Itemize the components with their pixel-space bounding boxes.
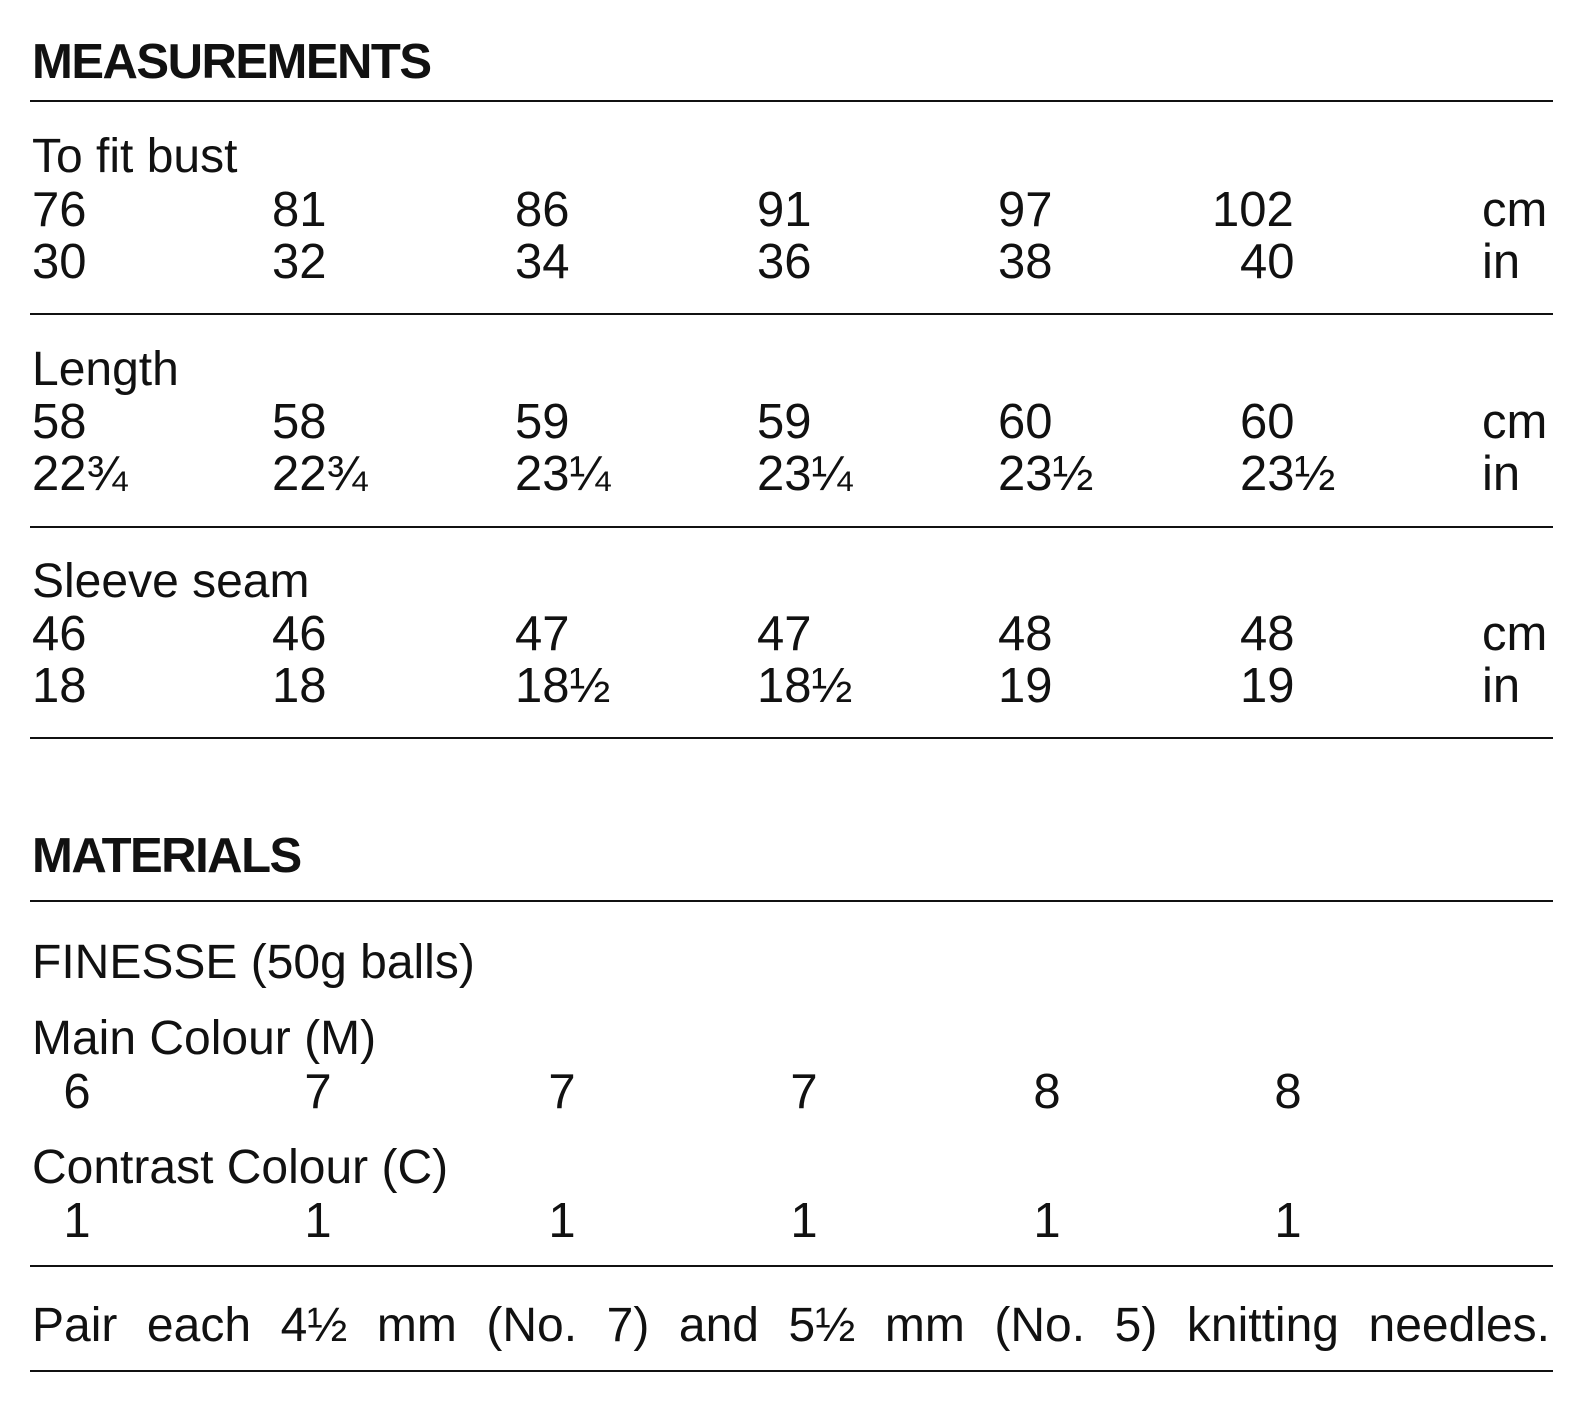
sleeve-cm-row	[0, 607, 1577, 666]
bust-cm-size-6: 102	[1212, 183, 1294, 237]
main-colour-balls-row	[0, 1065, 1577, 1124]
sleeve-in-size-6: 19	[1240, 659, 1295, 713]
bust-cm-size-5: 97	[998, 183, 1053, 237]
contrast-colour-balls-size-6: 1	[1274, 1194, 1302, 1248]
materials-heading: MATERIALS	[32, 829, 301, 883]
contrast-colour-balls-size-3: 1	[548, 1194, 576, 1248]
length-cm-size-2: 58	[272, 395, 327, 449]
yarn-label: FINESSE (50g balls)	[32, 936, 475, 989]
bust-cm-size-3: 86	[515, 183, 570, 237]
bust-cm-row	[0, 183, 1577, 242]
divider	[30, 1265, 1553, 1267]
bust-in-size-1: 30	[32, 235, 87, 289]
bust-in-unit: in	[1482, 235, 1521, 289]
bust-in-size-5: 38	[998, 235, 1053, 289]
sleeve-cm-size-2: 46	[272, 607, 327, 661]
main-colour-balls-size-4: 7	[790, 1065, 818, 1119]
measurements-heading: MEASUREMENTS	[32, 35, 431, 89]
main-colour-balls-size-2: 7	[304, 1065, 332, 1119]
bust-cm-size-1: 76	[32, 183, 87, 237]
bust-in-size-3: 34	[515, 235, 570, 289]
length-in-size-6: 23½	[1240, 447, 1336, 501]
length-cm-size-1: 58	[32, 395, 87, 449]
sleeve-cm-size-3: 47	[515, 607, 570, 661]
length-in-size-5: 23½	[998, 447, 1094, 501]
length-cm-size-3: 59	[515, 395, 570, 449]
sleeve-in-size-2: 18	[272, 659, 327, 713]
bust-in-size-6: 40	[1240, 235, 1295, 289]
length-cm-size-4: 59	[757, 395, 812, 449]
bust-in-row	[0, 235, 1577, 294]
length-cm-size-6: 60	[1240, 395, 1295, 449]
divider	[30, 100, 1553, 102]
contrast-colour-balls-size-2: 1	[304, 1194, 332, 1248]
contrast-colour-label: Contrast Colour (C)	[32, 1141, 449, 1194]
bust-label: To fit bust	[32, 130, 238, 183]
sleeve-in-row	[0, 659, 1577, 718]
sleeve-in-size-5: 19	[998, 659, 1053, 713]
length-in-size-3: 23¼	[515, 447, 611, 501]
bust-in-size-4: 36	[757, 235, 812, 289]
sleeve-seam-label: Sleeve seam	[32, 555, 310, 608]
sleeve-in-size-3: 18½	[515, 659, 611, 713]
sleeve-in-size-4: 18½	[757, 659, 853, 713]
main-colour-balls-size-1: 6	[63, 1065, 91, 1119]
contrast-colour-balls-size-4: 1	[790, 1194, 818, 1248]
bust-in-size-2: 32	[272, 235, 327, 289]
length-label: Length	[32, 343, 179, 396]
main-colour-balls-size-6: 8	[1274, 1065, 1302, 1119]
sleeve-cm-unit: cm	[1482, 607, 1548, 661]
bust-cm-size-4: 91	[757, 183, 812, 237]
length-in-unit: in	[1482, 447, 1521, 501]
length-in-size-2: 22¾	[272, 447, 368, 501]
bust-cm-unit: cm	[1482, 183, 1548, 237]
contrast-colour-balls-size-1: 1	[63, 1194, 91, 1248]
length-cm-size-5: 60	[998, 395, 1053, 449]
length-cm-row	[0, 395, 1577, 454]
length-in-size-4: 23¼	[757, 447, 853, 501]
main-colour-balls-size-3: 7	[548, 1065, 576, 1119]
main-colour-label: Main Colour (M)	[32, 1012, 377, 1065]
contrast-colour-balls-row	[0, 1194, 1577, 1253]
divider	[30, 737, 1553, 739]
sleeve-in-size-1: 18	[32, 659, 87, 713]
needles-text: Pair each 4½ mm (No. 7) and 5½ mm (No. 5) knitting needles.	[32, 1299, 1550, 1352]
sleeve-in-unit: in	[1482, 659, 1521, 713]
main-colour-balls-size-5: 8	[1033, 1065, 1061, 1119]
length-in-size-1: 22¾	[32, 447, 128, 501]
divider	[30, 1370, 1553, 1372]
sleeve-cm-size-6: 48	[1240, 607, 1295, 661]
length-in-row	[0, 447, 1577, 506]
divider	[30, 526, 1553, 528]
sleeve-cm-size-4: 47	[757, 607, 812, 661]
divider	[30, 900, 1553, 902]
contrast-colour-balls-size-5: 1	[1033, 1194, 1061, 1248]
length-cm-unit: cm	[1482, 395, 1548, 449]
bust-cm-size-2: 81	[272, 183, 327, 237]
divider	[30, 313, 1553, 315]
sleeve-cm-size-5: 48	[998, 607, 1053, 661]
sleeve-cm-size-1: 46	[32, 607, 87, 661]
